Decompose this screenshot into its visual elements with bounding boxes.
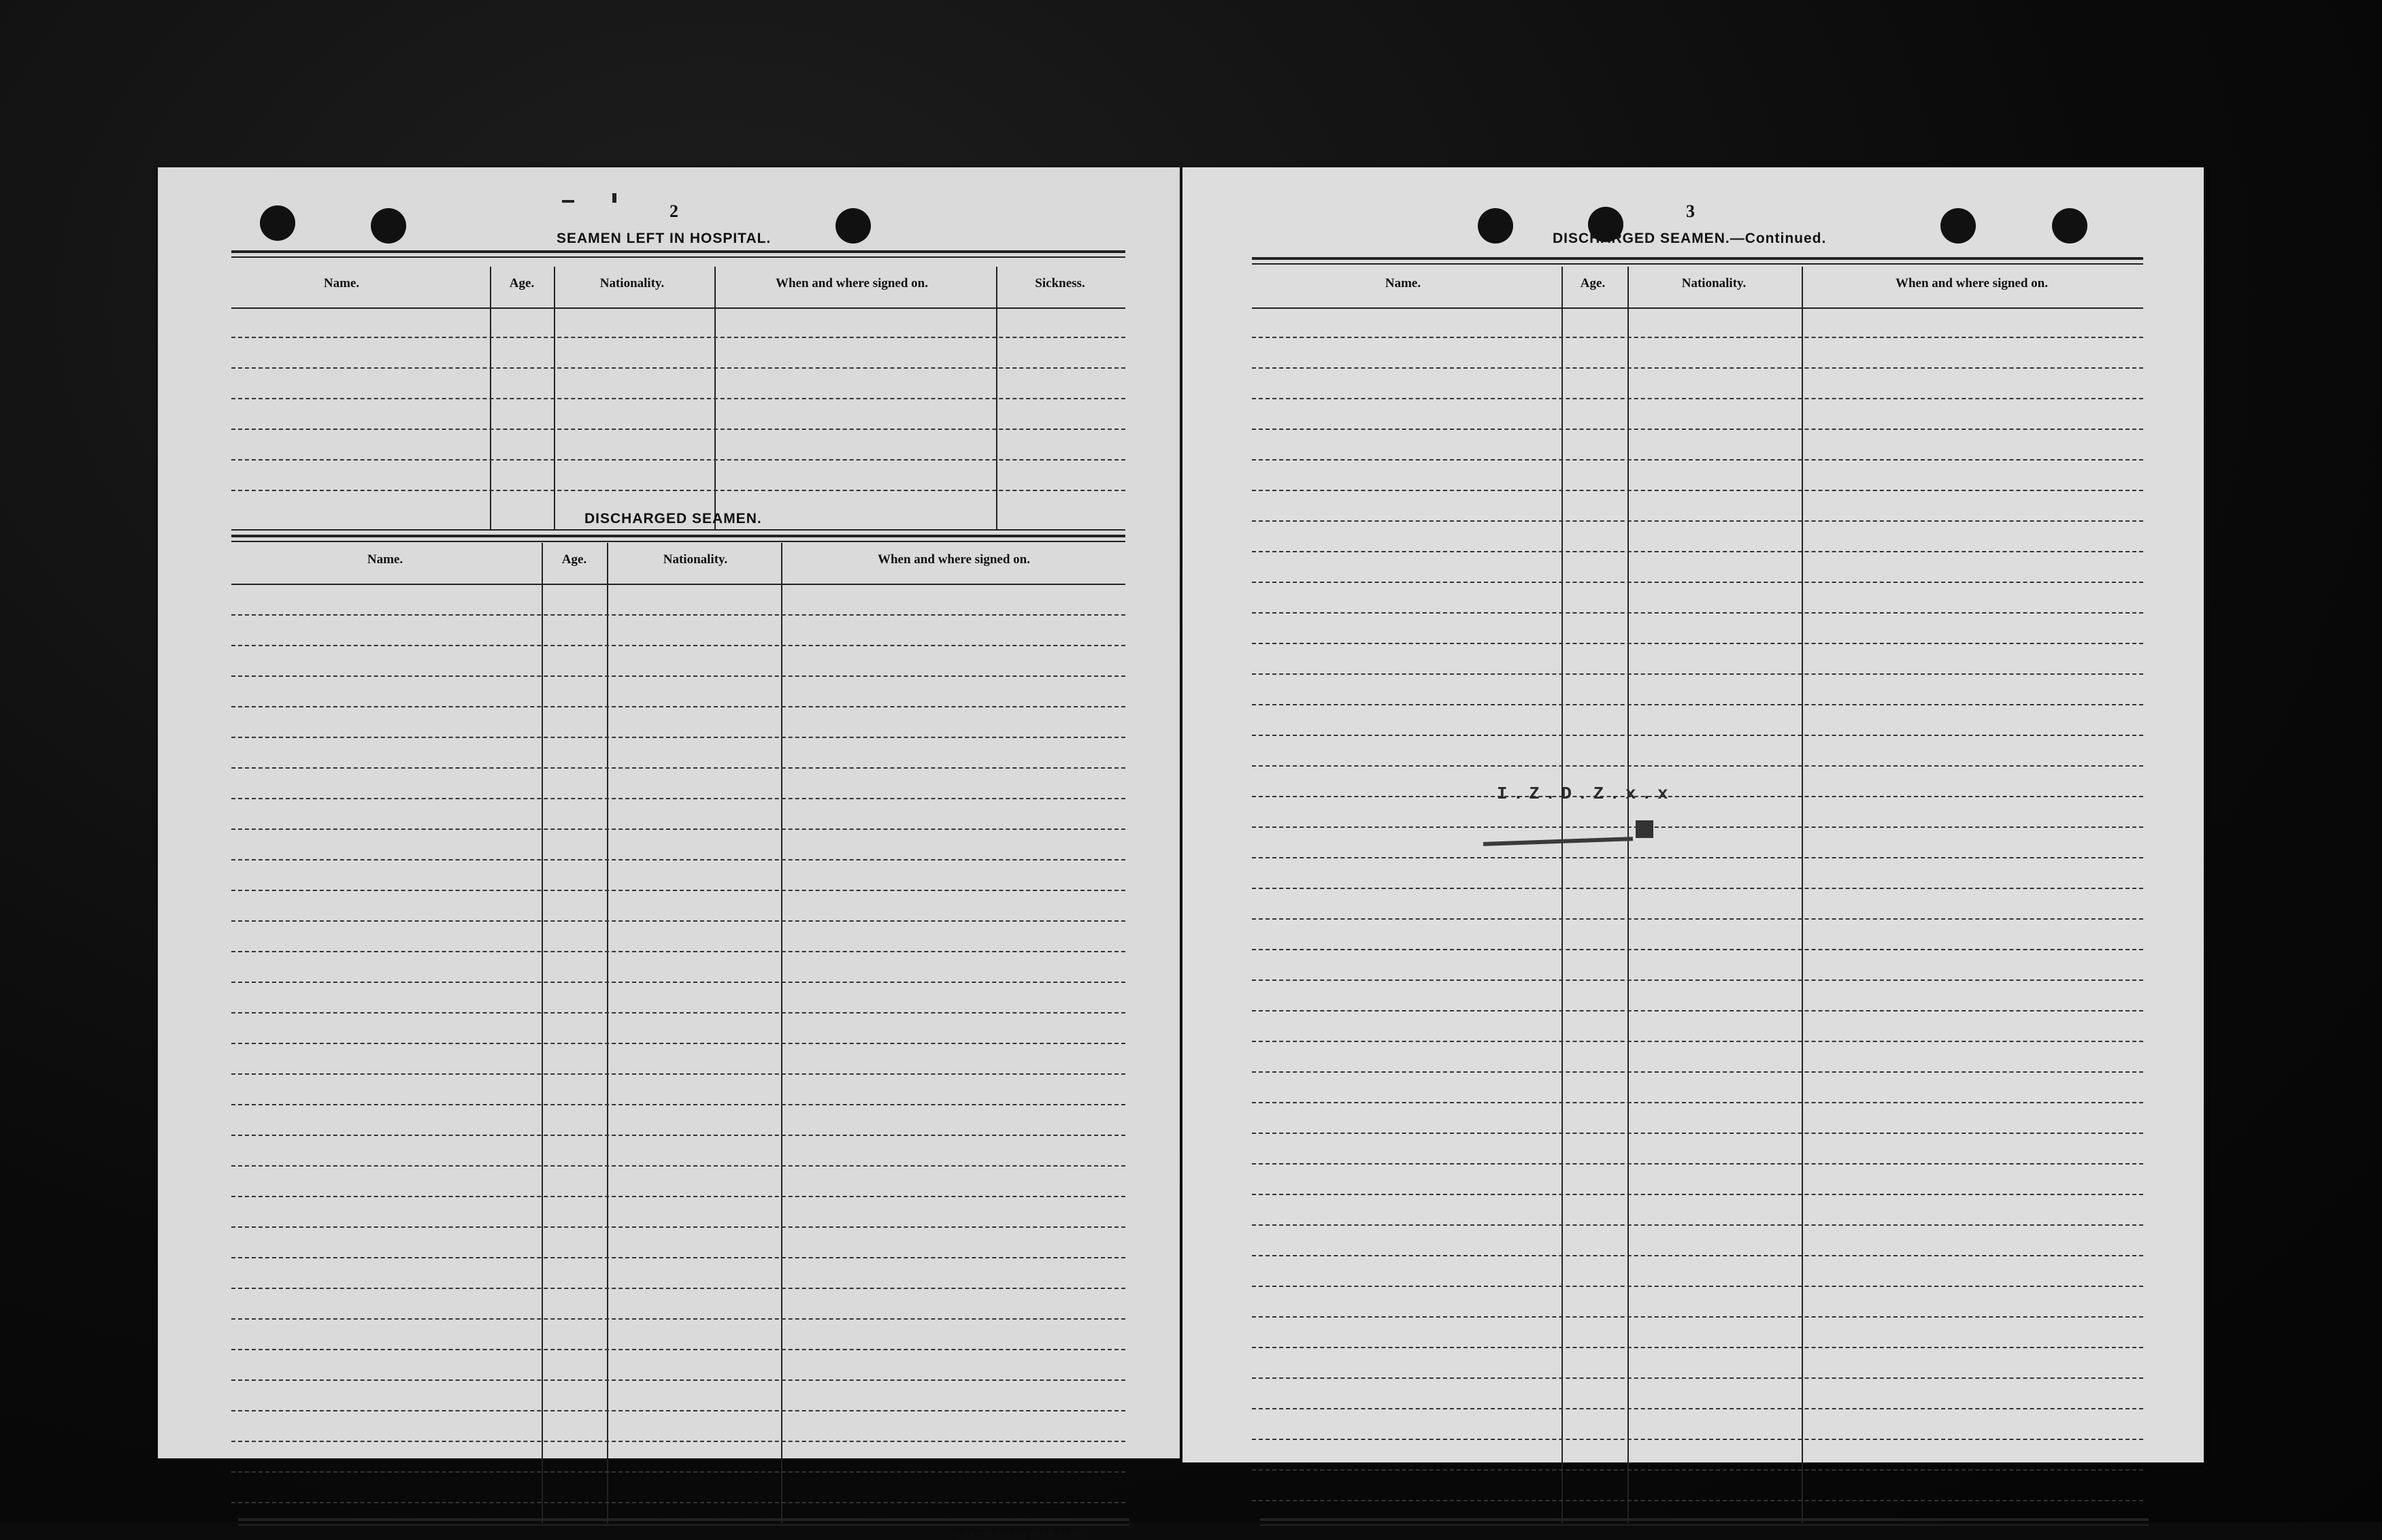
- discharged-bottom-rule: [238, 1518, 1129, 1521]
- discharged-entry-line: [231, 1410, 1125, 1411]
- discharged-entry-line: [231, 645, 1125, 646]
- right-entry-line: [1252, 765, 2143, 767]
- right-col-name: Name.: [1385, 276, 1421, 290]
- discharged-entry-line: [231, 828, 1125, 830]
- hospital-col-name: Name.: [323, 276, 360, 290]
- right-entry-line: [1252, 582, 2143, 583]
- right-divider: [1802, 267, 1803, 1524]
- right-top-rule: [1252, 257, 2143, 260]
- discharged-entry-line: [231, 1043, 1125, 1044]
- right-entry-line: [1252, 949, 2143, 950]
- continued-note: CONTINUED ON NEXT PAGE.: [955, 1530, 1085, 1540]
- ink-mark: [562, 200, 574, 203]
- right-entry-line: [1252, 888, 2143, 889]
- hospital-entry-line: [231, 490, 1125, 491]
- hospital-header-rule: [231, 307, 1125, 309]
- discharged-entry-line: [231, 1379, 1125, 1381]
- hospital-entry-line: [231, 398, 1125, 399]
- right-header-rule: [1252, 307, 2143, 309]
- discharged-entry-line: [231, 706, 1125, 707]
- discharged-top-rule-2: [231, 541, 1125, 542]
- discharged-entry-line: [231, 1165, 1125, 1167]
- discharged-entry-line: [231, 1288, 1125, 1289]
- hospital-col-nationality: Nationality.: [599, 276, 665, 290]
- left-page: [158, 167, 1180, 1540]
- page-number: 3: [1686, 201, 1695, 221]
- punch-hole: [836, 208, 871, 244]
- discharged-entry-line: [231, 1349, 1125, 1350]
- discharged-entry-line: [231, 675, 1125, 677]
- discharged-col-age: Age.: [561, 552, 587, 567]
- discharged-entry-line: [231, 859, 1125, 860]
- hospital-col-sickness: Sickness.: [1035, 276, 1085, 290]
- punch-hole: [2052, 208, 2087, 244]
- right-entry-line: [1252, 1255, 2143, 1256]
- right-entry-line: [1252, 612, 2143, 614]
- right-top-rule-2: [1252, 263, 2143, 265]
- punch-hole: [1478, 208, 1513, 244]
- right-entry-line: [1252, 704, 2143, 705]
- right-entry-line: [1252, 857, 2143, 858]
- right-bottom-rule-2: [1260, 1524, 2149, 1526]
- right-entry-line: [1252, 735, 2143, 736]
- discharged-entry-line: [231, 767, 1125, 769]
- right-col-signed-on: When and where signed on.: [1895, 276, 2049, 290]
- right-entry-line: [1252, 1500, 2143, 1501]
- right-entry-line: [1252, 1286, 2143, 1287]
- hospital-section-title: SEAMEN LEFT IN HOSPITAL.: [557, 231, 772, 246]
- discharged-entry-line: [231, 1073, 1125, 1075]
- right-entry-line: [1252, 1347, 2143, 1348]
- right-entry-line: [1252, 1408, 2143, 1409]
- hospital-entry-line: [231, 459, 1125, 461]
- hospital-top-rule: [231, 250, 1125, 253]
- right-entry-line: [1252, 673, 2143, 675]
- hospital-col-signed-on: When and where signed on.: [775, 276, 929, 290]
- right-entry-line: [1252, 398, 2143, 399]
- right-entry-line: [1252, 367, 2143, 369]
- ink-mark: [612, 193, 616, 203]
- discharged-divider: [607, 543, 608, 1524]
- page-number: 2: [669, 201, 678, 221]
- discharged-entry-line: [231, 1196, 1125, 1197]
- hospital-entry-line: [231, 367, 1125, 369]
- discharged-entry-line: [231, 920, 1125, 922]
- right-entry-line: [1252, 918, 2143, 920]
- punch-hole: [371, 208, 406, 244]
- discharged-entry-line: [231, 1257, 1125, 1258]
- discharged-continued-title: DISCHARGED SEAMEN.—Continued.: [1553, 231, 1827, 246]
- discharged-entry-line: [231, 737, 1125, 738]
- discharged-entry-line: [231, 1104, 1125, 1105]
- discharged-entry-line: [231, 1471, 1125, 1473]
- right-entry-line: [1252, 1133, 2143, 1134]
- discharged-entry-line: [231, 1135, 1125, 1136]
- right-entry-line: [1252, 1224, 2143, 1226]
- discharged-entry-line: [231, 1226, 1125, 1228]
- right-entry-line: [1252, 1439, 2143, 1440]
- right-entry-line: [1252, 1010, 2143, 1011]
- discharged-header-rule: [231, 584, 1125, 585]
- hospital-top-rule-2: [231, 256, 1125, 258]
- right-entry-line: [1252, 1377, 2143, 1379]
- hospital-entry-line: [231, 337, 1125, 338]
- discharged-entry-line: [231, 1441, 1125, 1442]
- punch-hole: [260, 205, 295, 241]
- discharged-entry-line: [231, 798, 1125, 799]
- right-entry-line: [1252, 1316, 2143, 1318]
- right-entry-line: [1252, 1469, 2143, 1471]
- right-entry-line: [1252, 1194, 2143, 1195]
- right-entry-line: [1252, 1041, 2143, 1042]
- index-stamp: I.Z.D.Z.x.x: [1497, 784, 1674, 804]
- discharged-entry-line: [231, 951, 1125, 952]
- right-entry-line: [1252, 520, 2143, 522]
- discharged-top-rule: [231, 535, 1125, 537]
- right-entry-line: [1252, 1102, 2143, 1103]
- discharged-entry-line: [231, 1318, 1125, 1320]
- discharged-entry-line: [231, 982, 1125, 983]
- hospital-bottom-rule: [231, 529, 1125, 531]
- right-entry-line: [1252, 551, 2143, 552]
- right-entry-line: [1252, 1071, 2143, 1073]
- discharged-col-name: Name.: [367, 552, 403, 567]
- punch-hole: [1940, 208, 1976, 244]
- stamp-mark: [1636, 820, 1653, 838]
- right-entry-line: [1252, 826, 2143, 828]
- right-entry-line: [1252, 643, 2143, 644]
- right-entry-line: [1252, 1163, 2143, 1165]
- right-entry-line: [1252, 337, 2143, 338]
- right-col-nationality: Nationality.: [1681, 276, 1747, 290]
- right-entry-line: [1252, 429, 2143, 430]
- discharged-entry-line: [231, 1012, 1125, 1014]
- discharged-entry-line: [231, 1502, 1125, 1503]
- right-entry-line: [1252, 796, 2143, 797]
- right-divider: [1627, 267, 1629, 1524]
- discharged-bottom-rule-2: [238, 1524, 1129, 1526]
- discharged-col-signed-on: When and where signed on.: [877, 552, 1031, 567]
- right-divider: [1561, 267, 1563, 1524]
- discharged-divider: [781, 543, 782, 1524]
- hospital-col-age: Age.: [509, 276, 535, 290]
- discharged-section-title: DISCHARGED SEAMEN.: [584, 511, 762, 526]
- discharged-entry-line: [231, 614, 1125, 616]
- right-entry-line: [1252, 490, 2143, 491]
- right-bottom-rule: [1260, 1518, 2149, 1521]
- hospital-entry-line: [231, 429, 1125, 430]
- discharged-entry-line: [231, 890, 1125, 891]
- right-entry-line: [1252, 980, 2143, 981]
- right-entry-line: [1252, 459, 2143, 461]
- right-page: [1182, 167, 2204, 1462]
- discharged-divider: [542, 543, 543, 1524]
- stamp-underline: [1483, 837, 1633, 846]
- right-col-age: Age.: [1580, 276, 1606, 290]
- discharged-col-nationality: Nationality.: [663, 552, 728, 567]
